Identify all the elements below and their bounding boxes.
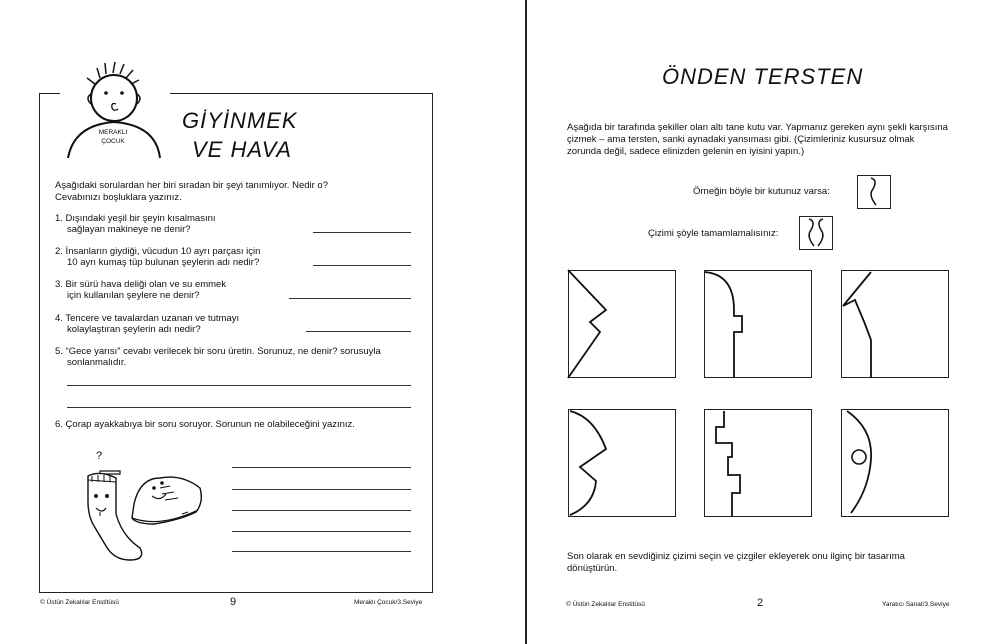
- left-footer-copyright: © Üstün Zekalılar Enstitüsü: [40, 599, 119, 606]
- question-2-line2: 10 ayrı kumaş tüp bulunan şeylerin adı nedir?: [67, 257, 260, 268]
- right-page-number: 2: [757, 597, 764, 609]
- question-1-line1: 1. Dışındaki yeşil bir şeyin kısalmasını: [55, 213, 216, 224]
- right-footer-copyright: © Üstün Zekalılar Enstitüsü: [566, 601, 645, 608]
- right-intro-text: Aşağıda bir tarafında şekiller olan altı tane kutu var. Yapmanız gereken aynı şekli karşısına çizmek – ama tersten, sanki aynadaki yansıması gibi. (Çizimleriniz kusursuz olmak zorunda değil, sadece elinizden gelenin en iyisini yapın.): [567, 122, 948, 157]
- right-outro-text: Son olarak en sevdiğiniz çizimi seçin ve çizgiler ekleyerek onu ilginç bir tasarıma dönüştürün.: [567, 551, 905, 574]
- page-divider: [525, 0, 527, 644]
- answer-line-6d[interactable]: [232, 531, 411, 532]
- left-page-number: 9: [230, 596, 237, 608]
- half-shape-notched-curve: [704, 270, 812, 378]
- question-4-line1: 4. Tencere ve tavalardan uzanan ve tutmayı: [55, 313, 240, 324]
- question-3-line1: 3. Bir sürü hava deliği olan ve su emmek: [55, 279, 227, 290]
- half-shape-arc-zigzag: [568, 409, 676, 517]
- answer-line-5a[interactable]: [67, 385, 411, 386]
- right-footer-series: Yaratıcı Sanat/3.Seviye: [882, 601, 950, 608]
- sock-and-shoe-illustration: [70, 466, 210, 566]
- example-mirrored-shape: [799, 216, 833, 250]
- answer-line-3[interactable]: [289, 298, 411, 299]
- answer-line-6b[interactable]: [232, 489, 411, 490]
- left-footer-series: Meraklı Çocuk/3.Seviye: [354, 599, 423, 606]
- page-title-line1: GİYİNMEK: [182, 108, 298, 133]
- left-intro-text: Aşağıdaki sorulardan her biri sıradan bir şeyi tanımlıyor. Nedir o? Cevabınızı boşluklara yazınız.: [55, 180, 328, 203]
- page-title-line2: VE HAVA: [192, 137, 292, 162]
- question-1-line2: sağlayan makineye ne denir?: [67, 224, 191, 235]
- question-4-line2: kolaylaştıran şeylerin adı nedir?: [67, 324, 201, 335]
- question-6-line1: 6. Çorap ayakkabıya bir soru soruyor. Sorunun ne olabileceğini yazınız.: [55, 419, 355, 430]
- answer-line-2[interactable]: [313, 265, 411, 266]
- answer-line-6a[interactable]: [232, 467, 411, 468]
- answer-line-5b[interactable]: [67, 407, 411, 408]
- right-page-title: ÖNDEN TERSTEN: [662, 64, 864, 89]
- mascot-label-line2: ÇOCUK: [101, 138, 125, 145]
- answer-line-6c[interactable]: [232, 510, 411, 511]
- question-3-line2: için kullanılan şeylere ne denir?: [67, 290, 200, 301]
- question-2-line1: 2. İnsanların giydiği, vücudun 10 ayrı parçası için: [55, 246, 261, 257]
- example-result-label: Çizimi şöyle tamamlamalısınız:: [648, 228, 779, 239]
- half-shape-curve-circle: [841, 409, 949, 517]
- question-5-line1: 5. “Gece yarısı” cevabı verilecek bir soru üretin. Sorunuz, ne denir? sorusuyla: [55, 346, 381, 357]
- question-mark-text: ?: [96, 450, 103, 462]
- mascot-label-line1: MERAKLI: [98, 129, 128, 136]
- example-half-shape: [857, 175, 891, 209]
- half-shape-steps: [704, 409, 812, 517]
- half-shape-zigzag: [568, 270, 676, 378]
- question-5-line2: sonlanmalıdır.: [67, 357, 127, 368]
- example-label: Örneğin böyle bir kutunuz varsa:: [693, 186, 830, 197]
- answer-line-4[interactable]: [306, 331, 411, 332]
- half-shape-angled-line: [841, 270, 949, 378]
- answer-line-1[interactable]: [313, 232, 411, 233]
- answer-line-6e[interactable]: [232, 551, 411, 552]
